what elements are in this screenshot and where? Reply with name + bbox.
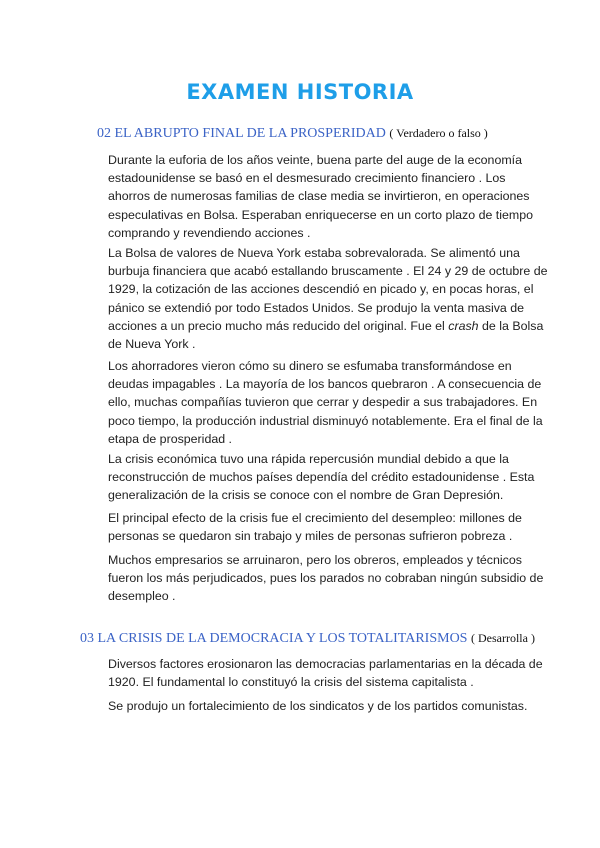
section-heading-02	[97, 126, 488, 142]
section-heading-text: 02 EL ABRUPTO FINAL DE LA PROSPERIDAD	[97, 126, 386, 141]
page-title: EXAMEN HISTORIA	[186, 80, 414, 104]
section-heading-03	[80, 631, 535, 647]
paragraph	[108, 244, 548, 353]
paragraph-text: La Bolsa de valores de Nueva York estaba sobrevalorada. Se alimentó una burbuja financiera que acabó estallando bruscamente . El 24 y 29 de octubre de 1929, la cotización de las acciones descendió en picado y, en pocas horas, el pánico se extendió por todo Estados Unidos. Se produjo la venta masiva de acciones a un precio mucho más reducido del original. Fue el	[108, 246, 548, 333]
paragraph: Durante la euforia de los años veinte, buena parte del auge de la economía estadounidense se basó en el desmesurado crecimiento financiero . Los ahorros de numerosas familias de clase media se invirtieron, en operaciones especulativas en Bolsa. Esperaban enriquecerse en un corto plazo de tiempo comprando y revendiendo acciones .	[108, 153, 533, 240]
section-tag: ( Verdadero o falso )	[389, 126, 488, 140]
section-heading-text: 03 LA CRISIS DE LA DEMOCRACIA Y LOS TOTALITARISMOS	[80, 631, 468, 646]
paragraph: Los ahorradores vieron cómo su dinero se esfumaba transformándose en deudas impagables . La mayoría de los bancos quebraron . A consecuencia de ello, muchas compañías tuvieron que cerrar y despedir a sus trabajadores. En poco tiempo, la producción industrial disminuyó notablemente. Era el final de la etapa de prosperidad .	[108, 359, 543, 446]
paragraph: Se produjo un fortalecimiento de los sindicatos y de los partidos comunistas.	[108, 699, 528, 713]
paragraph-emphasis: crash	[448, 318, 479, 333]
section-tag: ( Desarrolla )	[470, 631, 535, 645]
paragraph: Diversos factores erosionaron las democracias parlamentarias en la década de 1920. El fundamental lo constituyó la crisis del sistema capitalista .	[108, 657, 543, 690]
paragraph: El principal efecto de la crisis fue el crecimiento del desempleo: millones de personas se quedaron sin trabajo y miles de personas sufrieron pobreza .	[108, 511, 522, 544]
paragraph: La crisis económica tuvo una rápida repercusión mundial debido a que la reconstrucción de muchos países dependía del crédito estadounidense . Esta generalización de la crisis se conoce con el nombre de Gran Depresión.	[108, 452, 535, 503]
paragraph: Muchos empresarios se arruinaron, pero los obreros, empleados y técnicos fueron los más perjudicados, pues los parados no cobraban ningún subsidio de desempleo .	[108, 553, 544, 604]
paragraph-text: de la Bolsa de Nueva York .	[108, 318, 544, 352]
